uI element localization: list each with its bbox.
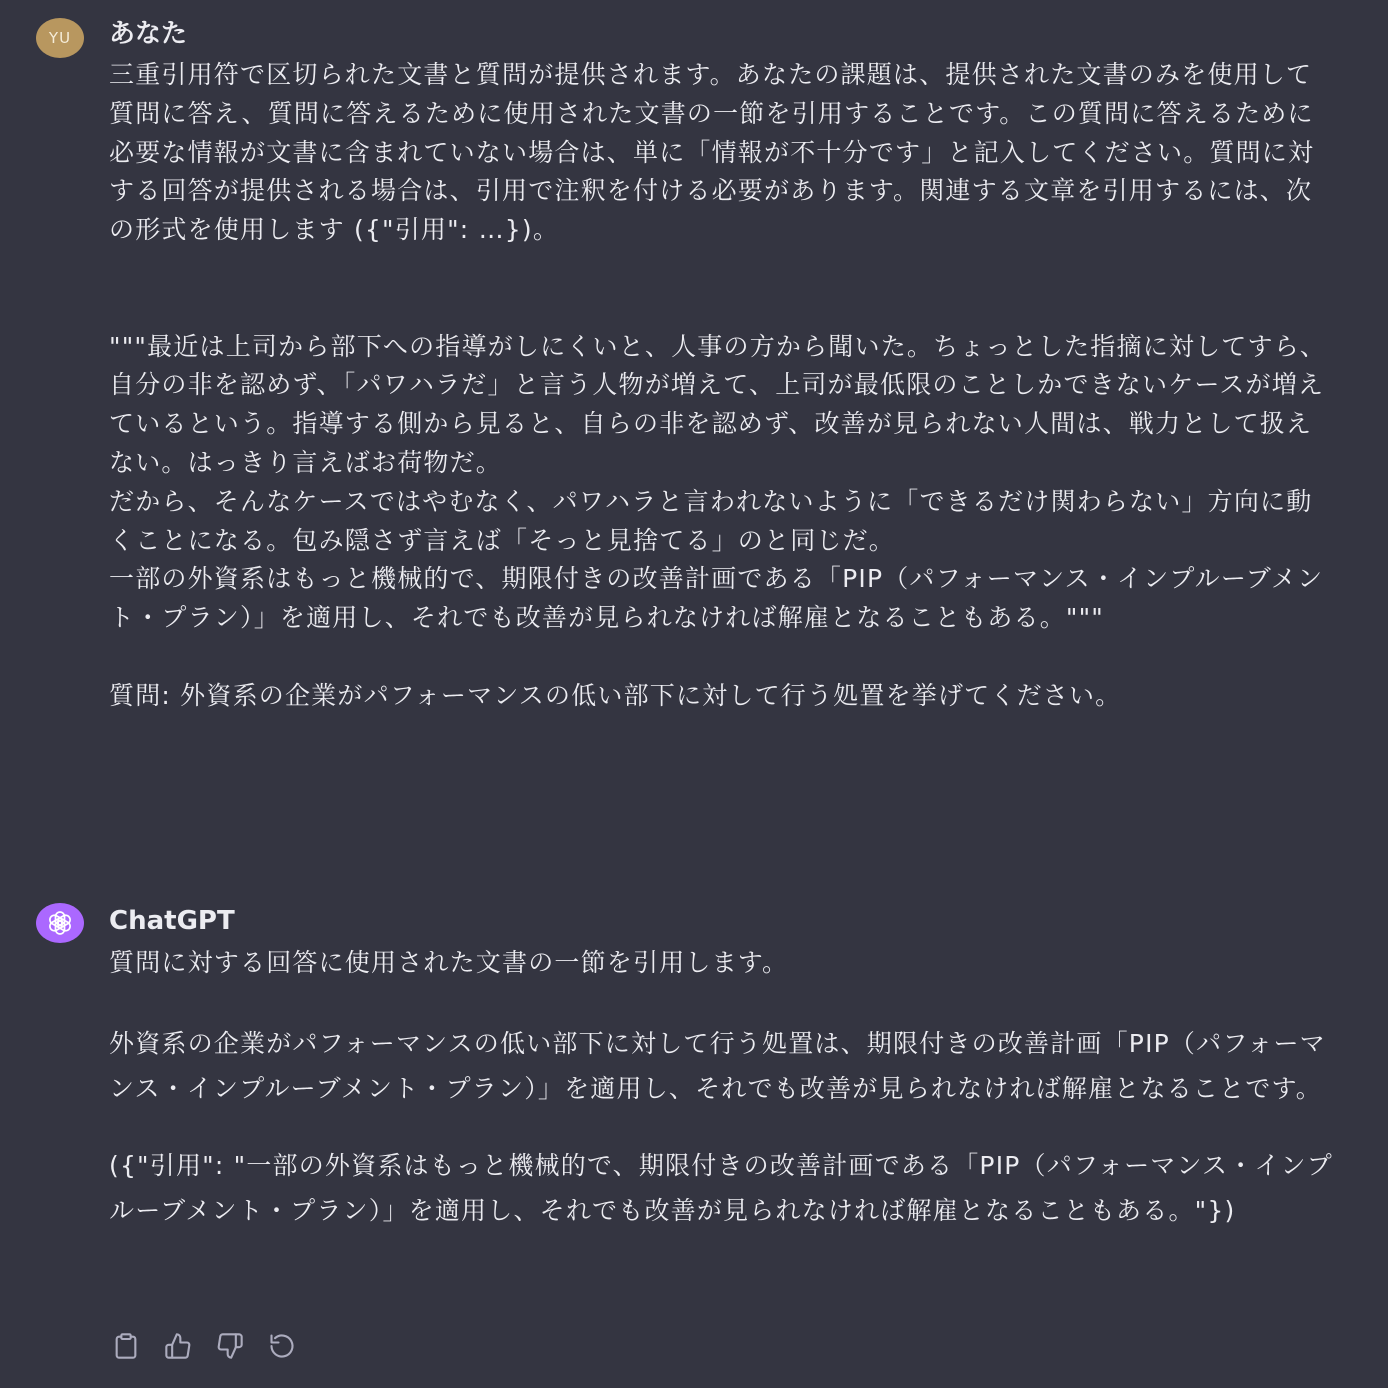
clipboard-icon [112,1332,140,1360]
assistant-message [109,943,1334,1233]
regenerate-icon [268,1332,296,1360]
copy-button[interactable] [110,1330,142,1362]
chatgpt-avatar [36,903,84,943]
user-avatar [36,18,84,58]
paragraph-gap [109,638,1334,677]
thumbs-up-icon [164,1332,192,1360]
assistant-name: ChatGPT [109,906,235,936]
user-message-paragraph: """最近は上司から部下への指導がしにくいと、人事の方から聞いた。ちょっとした指摘に対してすら、自分の非を認めず、「パワハラだ」と言う人物が増えて、上司が最低限のことしかできないケースが増えているという。指導する側から見ると、自らの非を認めず、改善が見られない人間は、戦力として扱えない。はっきり言えばお荷物だ。 [109,331,1327,477]
user-message-paragraph: 一部の外資系はもっと機械的で、期限付きの改善計画である「PIP（パフォーマンス・インプルーブメント・プラン）」を適用し、それでも改善が見られなければ解雇となることもある。""" [109,564,1324,633]
paragraph-gap [109,250,1334,328]
assistant-message-paragraph: 外資系の企業がパフォーマンスの低い部下に対して行う処置は、期限付きの改善計画「PIP（パフォーマンス・インプルーブメント・プラン）」を適用し、それでも改善が見られなければ解雇となることです。 [109,1029,1326,1103]
thumbs-up-button[interactable] [162,1330,194,1362]
user-message-paragraph: 三重引用符で区切られた文書と質問が提供されます。あなたの課題は、提供された文書のみを使用して質問に答え、質問に答えるために使用された文書の一節を引用することです。この質問に答えるために必要な情報が文書に含まれていない場合は、単に「情報が不十分です」と記入してください。質問に対する回答が提供される場合は、引用で注釈を付ける必要があります。関連する文章を引用するには、次の形式を使用します ({"引用": …})。 [109,60,1315,245]
user-message-paragraph: 質問: 外資系の企業がパフォーマンスの低い部下に対して行う処置を挙げてください。 [109,680,1122,710]
message-actions [110,1330,298,1362]
thumbs-down-icon [216,1332,244,1360]
user-message-paragraph: だから、そんなケースではやむなく、パワハラと言われないように「できるだけ関わらない」方向に動くことになる。包み隠さず言えば「そっと見捨てる」のと同じだ。 [109,486,1313,555]
openai-logo-icon [45,908,75,938]
user-name: あなた [109,19,188,49]
thumbs-down-button[interactable] [214,1330,246,1362]
assistant-message-paragraph: 質問に対する回答に使用された文書の一節を引用します。 [109,948,789,977]
regenerate-button[interactable] [266,1330,298,1362]
user-message [109,56,1334,716]
user-avatar-initials: YU [48,29,72,47]
assistant-message-paragraph: ({"引用": "一部の外資系はもっと機械的で、期限付きの改善計画である「PIP（パフォーマンス・インプルーブメント・プラン）」を適用し、それでも改善が見られなければ解雇となることもある。"}) [109,1151,1333,1225]
